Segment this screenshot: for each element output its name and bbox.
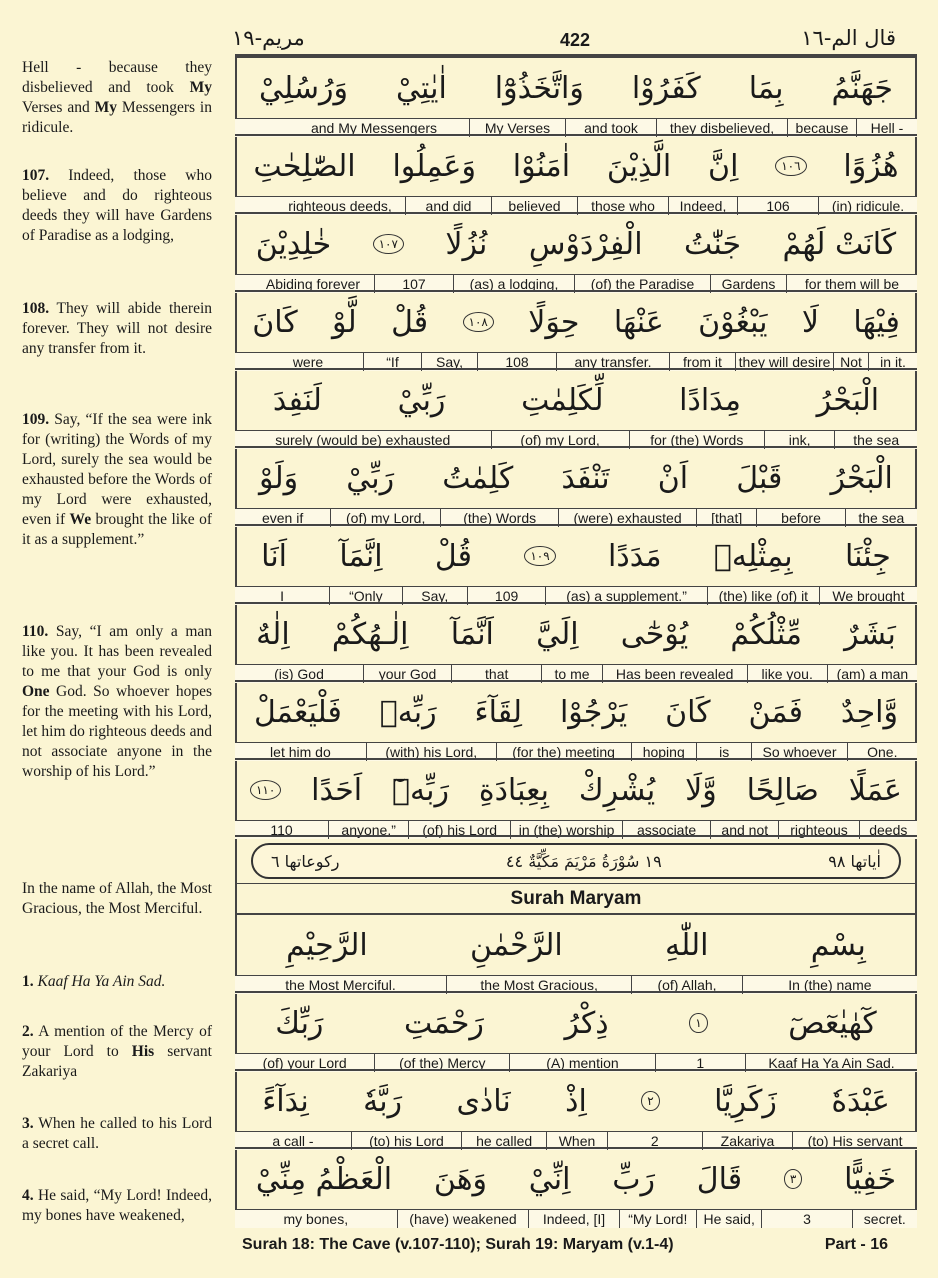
ayah-marker-icon: ١١٠ — [250, 780, 281, 800]
gloss-cell: to me — [541, 665, 601, 683]
arabic-word: الْبَحْرُ — [830, 460, 893, 496]
arabic-word: الصّٰلِحٰتِ — [253, 148, 356, 184]
arabic-word: اِلٰـهُكُمْ — [331, 616, 409, 652]
arabic-word: الرَّحْمٰنِ — [469, 927, 563, 963]
verse-row — [235, 212, 917, 293]
arabic-word: الَّذِيْنَ — [606, 148, 672, 184]
gloss-cell: (of the) Mercy — [374, 1054, 509, 1072]
arabic-word: قُلْ — [434, 538, 472, 574]
footer-reference: Surah 18: The Cave (v.107-110); Surah 19: Maryam (v.1-4) — [242, 1236, 674, 1253]
gloss-cell: hoping — [631, 743, 696, 761]
verse-row — [235, 758, 917, 839]
gloss-cell: secret. — [852, 1210, 917, 1228]
gloss-cell: “If — [363, 353, 421, 371]
arabic-line — [235, 368, 917, 430]
arabic-word: وَّلَا — [685, 772, 717, 808]
arabic-word: اِذْ — [565, 1083, 587, 1119]
arabic-word: مَدَدًا — [608, 538, 662, 574]
arabic-line — [235, 1069, 917, 1131]
arabic-line — [235, 991, 917, 1053]
gloss-cell: and took — [565, 119, 656, 137]
gloss-cell: any transfer. — [556, 353, 669, 371]
gloss-cell: My Verses — [469, 119, 565, 137]
gloss-cell: 108 — [477, 353, 556, 371]
gloss-cell: (with) his Lord, — [366, 743, 496, 761]
arabic-word: رَبَّهٗ — [363, 1083, 403, 1119]
gloss-cell: before — [756, 509, 844, 527]
gloss-cell: surely (would be) exhausted — [275, 432, 451, 448]
arabic-word: قَبْلَ — [736, 460, 783, 496]
gloss-cell: (is) God — [274, 666, 324, 682]
verse-row — [235, 56, 917, 137]
gloss-cell: Has been revealed — [602, 665, 747, 683]
arabic-word: مِّثْلُكُمْ — [730, 616, 802, 652]
verse-row — [235, 913, 917, 994]
ayah-marker-icon: ٣ — [784, 1169, 802, 1189]
gloss-cell: One. — [847, 743, 917, 761]
arabic-word: الْعَظْمُ مِنِّيْ — [255, 1161, 393, 1197]
arabic-word: قُلْ — [391, 304, 429, 340]
arabic-word: رَحْمَتِ — [404, 1005, 484, 1041]
gloss-cell: Not — [833, 353, 868, 371]
gloss-cell: Say, — [421, 353, 477, 371]
gloss-cell: 3 — [761, 1210, 851, 1228]
arabic-word: خٰلِدِيْنَ — [255, 226, 332, 262]
surah-title: Surah Maryam — [235, 883, 917, 914]
arabic-word: وَّاحِدٌ — [840, 694, 898, 730]
gloss-cell: (of) Allah, — [631, 976, 742, 994]
translation-paragraph: 110. Say, “I am only a man like you. It has been revealed to me that your God is only One God. So whoever hopes for the meeting with his Lord, let him do righteous deeds and not associate anyone in the worship of his Lord.” — [22, 623, 212, 780]
gloss-cell: your God — [363, 665, 451, 683]
gloss-cell: (of) my Lord, — [491, 431, 629, 449]
gloss-cell: and did — [405, 197, 491, 215]
gloss-cell: a call - — [272, 1133, 314, 1149]
arabic-line — [235, 290, 917, 352]
translation-paragraph: 108. They will abide therein forever. They will not desire any transfer from it. — [22, 300, 212, 357]
gloss-cell: they will desire — [735, 353, 833, 371]
gloss-cell: because — [787, 119, 856, 137]
arabic-word: رَبِّهٖ — [379, 694, 437, 730]
gloss-cell: let him do — [270, 744, 331, 760]
arabic-word: كَانَ — [252, 304, 298, 340]
arabic-word: وَاتَّخَذُوْٓا — [494, 70, 584, 106]
gloss-cell: (of) my Lord, — [330, 509, 440, 527]
arabic-word: رَبِّيْ — [397, 382, 446, 418]
arabic-word: وَلَوْ — [259, 460, 299, 496]
gloss-cell: [that] — [696, 509, 756, 527]
gloss-cell: Zakariya — [702, 1132, 792, 1150]
arabic-word: بَشَرٌ — [844, 616, 896, 652]
gloss-cell: Hell - — [856, 119, 917, 137]
arabic-word: نُزُلًا — [445, 226, 488, 262]
gloss-cell: that — [451, 665, 541, 683]
translation-paragraph: 3. When he called to his Lord a secret call. — [22, 1115, 212, 1152]
arabic-word: ذِكْرُ — [564, 1005, 609, 1041]
gloss-cell: (am) a man — [827, 665, 917, 683]
arabic-word: مِدَادًا — [679, 382, 742, 418]
translation-paragraph: 109. Say, “If the sea were ink for (writing) the Words of my Lord, surely the sea would be exhausted before the Words of my Lord were exhausted, even if We brought the like of it as a supplement.” — [22, 411, 213, 548]
arabic-word: يُشْرِكْ — [578, 772, 656, 808]
gloss-cell: (A) mention — [509, 1054, 654, 1072]
arabic-line — [235, 913, 917, 975]
arabic-word: هُزُوًا — [843, 148, 899, 184]
gloss-cell: ink, — [764, 431, 835, 449]
gloss-cell: deeds — [859, 821, 917, 839]
gloss-cell: and not — [710, 821, 778, 839]
arabic-word: عَبْدَهٗ — [831, 1083, 890, 1119]
arabic-word: لَا — [801, 304, 820, 340]
gloss-cell: (to) his Lord — [351, 1132, 461, 1150]
gloss-cell: So whoever — [751, 743, 846, 761]
ayah-marker-icon: ١٠٦ — [775, 156, 806, 176]
arabic-word: زَكَرِيَّا — [714, 1083, 777, 1119]
arabic-word: اٰمَنُوْا — [512, 148, 571, 184]
gloss-cell: the Most Merciful. — [285, 977, 396, 993]
arabic-word: بِمِثْلِهٖ — [713, 538, 793, 574]
gloss-cell: righteous deeds, — [288, 198, 392, 214]
gloss-cell: (the) like (of) it — [707, 587, 819, 605]
arabic-word: بِعِبَادَةِ — [478, 772, 549, 808]
ayah-marker-icon: ١٠٩ — [524, 546, 555, 566]
arabic-word: اِلٰهٌ — [256, 616, 290, 652]
gloss-cell: When — [546, 1132, 606, 1150]
ayah-marker-icon: ٢ — [641, 1091, 659, 1111]
arabic-word: جَهَنَّمُ — [831, 70, 893, 106]
arabic-word: كَفَرُوْا — [631, 70, 701, 106]
arabic-word: يَرْجُوْا — [559, 694, 628, 730]
verse-row — [235, 1069, 917, 1150]
arabic-word: وَعَمِلُوا — [392, 148, 476, 184]
arabic-word: وَهَنَ — [433, 1161, 488, 1197]
verse-row — [235, 446, 917, 527]
footer-part: Part - 16 — [824, 1236, 888, 1253]
arabic-word: خَفِيًّا — [844, 1161, 897, 1197]
arabic-line — [235, 56, 917, 118]
gloss-cell: like you. — [747, 665, 827, 683]
arabic-word: الرَّحِيْمِ — [286, 927, 368, 963]
gloss-cell: 2 — [607, 1132, 702, 1150]
arabic-word: اِلَيَّ — [536, 616, 579, 652]
arabic-word: اِنَّمَآ — [339, 538, 383, 574]
ayah-marker-icon: ١٠٧ — [373, 234, 404, 254]
arabic-word: لِّكَلِمٰتِ — [521, 382, 604, 418]
translation-paragraph: 2. A mention of the Mercy of your Lord to His servant Zakariya — [22, 1023, 212, 1080]
gloss-cell: (as) a lodging, — [453, 275, 574, 293]
arabic-word: رَبِّ — [612, 1161, 656, 1197]
gloss-cell: is — [696, 743, 752, 761]
arabic-line — [235, 446, 917, 508]
banner-ruku-count: ركوعاتها ٦ — [271, 851, 340, 871]
gloss-cell: Kaaf Ha Ya Ain Sad. — [745, 1054, 917, 1072]
translation-paragraph: 107. Indeed, those who believe and do righteous deeds they will have Gardens of Paradise as a lodging, — [22, 167, 212, 244]
gloss-cell: “Only — [329, 587, 401, 605]
gloss-cell: 109 — [467, 587, 545, 605]
verse-row — [235, 134, 917, 215]
gloss-cell: (of) your Lord — [262, 1055, 347, 1071]
translation-paragraph: 1. Kaaf Ha Ya Ain Sad. — [22, 973, 166, 990]
gloss-cell: Indeed, [I] — [528, 1210, 618, 1228]
arabic-word: الْفِرْدَوْسِ — [528, 226, 643, 262]
gloss-cell: I — [280, 588, 285, 604]
gloss-cell: 1 — [655, 1054, 745, 1072]
arabic-word: لَّوْ — [332, 304, 357, 340]
arabic-word: كَانَتْ لَهُمْ — [782, 226, 897, 262]
arabic-word: يُوْحٰٓى — [620, 616, 689, 652]
surah-header-arabic: مريم-١٩ — [232, 26, 305, 50]
gloss-cell: (for the) meeting — [496, 743, 631, 761]
part-header-arabic: قال الم-١٦ — [801, 26, 896, 50]
arabic-word: اِنَّ — [708, 148, 739, 184]
arabic-line — [235, 1147, 917, 1209]
gloss-cell: the sea — [834, 431, 917, 449]
gloss-cell: anyone.” — [328, 821, 408, 839]
banner-surah-name: ١٩ سُوْرَةُ مَرْيَمَ مَكِّيَّةٌ ٤٤ — [505, 851, 662, 871]
gloss-cell: the sea — [845, 509, 917, 527]
gloss-cell: He said, — [696, 1210, 761, 1228]
gloss-cell: (the) Words — [440, 509, 558, 527]
gloss-cell: Gardens — [710, 275, 786, 293]
gloss-cell: 107 — [374, 275, 453, 293]
gloss-cell: (have) weakened — [397, 1210, 529, 1228]
gloss-cell: Say, — [402, 587, 467, 605]
arabic-word: لَنَفِدَ — [272, 382, 322, 418]
gloss-cell: in it. — [868, 353, 917, 371]
arabic-word: اَنَا — [261, 538, 287, 574]
arabic-word: تَنْفَدَ — [561, 460, 610, 496]
gloss-cell: (as) a supplement.” — [545, 587, 707, 605]
english-gloss-line — [235, 1209, 917, 1228]
gloss-cell: (were) exhausted — [558, 509, 696, 527]
arabic-word: جَنّٰتُ — [683, 226, 742, 262]
gloss-cell: (of) his Lord — [408, 821, 510, 839]
gloss-cell: for them will be — [786, 275, 917, 293]
translation-paragraph: 4. He said, “My Lord! Indeed, my bones have weakened, — [22, 1187, 212, 1224]
arabic-word: فَمَنْ — [748, 694, 803, 730]
arabic-word: كٓهٰيٰعٓصٓ — [788, 1005, 877, 1041]
gloss-cell: Indeed, — [668, 197, 737, 215]
verse-row — [235, 290, 917, 371]
verse-row — [235, 368, 917, 449]
gloss-cell: associate — [622, 821, 710, 839]
gloss-cell: even if — [261, 510, 304, 526]
ayah-marker-icon: ١٠٨ — [463, 312, 494, 332]
gloss-cell: (of) the Paradise — [574, 275, 710, 293]
arabic-word: جِئْنَا — [845, 538, 891, 574]
arabic-word: عَنْهَا — [613, 304, 664, 340]
gloss-cell: “My Lord! — [619, 1210, 696, 1228]
arabic-word: اللّٰهِ — [665, 927, 709, 963]
arabic-word: رَبِّهٖٓ — [392, 772, 449, 808]
arabic-word: اَنَّمَآ — [450, 616, 494, 652]
arabic-word: رَبِّيْ — [346, 460, 395, 496]
arabic-word: اَنْ — [657, 460, 689, 496]
arabic-word: نَادٰى — [456, 1083, 511, 1119]
gloss-cell: those who — [577, 197, 668, 215]
arabic-word: صَالِحًا — [746, 772, 819, 808]
gloss-cell: 110 — [270, 822, 293, 838]
arabic-line — [235, 602, 917, 664]
gloss-cell: righteous — [778, 821, 858, 839]
gloss-cell: the Most Gracious, — [446, 976, 631, 994]
arabic-word: اَحَدًا — [311, 772, 363, 808]
surah-banner — [235, 835, 917, 885]
ayah-marker-icon: ١ — [689, 1013, 707, 1033]
arabic-word: حِوَلًا — [528, 304, 580, 340]
arabic-line — [235, 134, 917, 196]
arabic-word: يَبْغُوْنَ — [698, 304, 768, 340]
gloss-cell: he called — [461, 1132, 546, 1150]
translation-paragraph: In the name of Allah, the Most Gracious, the Most Merciful. — [22, 880, 212, 917]
gloss-cell: and My Messengers — [310, 120, 438, 136]
gloss-cell: from it — [669, 353, 735, 371]
arabic-word: فَلْيَعْمَلْ — [253, 694, 342, 730]
arabic-word: بِمَا — [748, 70, 784, 106]
arabic-word: قَالَ — [696, 1161, 743, 1197]
arabic-word: نِدَآءً — [262, 1083, 309, 1119]
gloss-cell: they disbelieved, — [656, 119, 787, 137]
gloss-cell: (in) ridicule. — [818, 197, 917, 215]
arabic-word: رَبِّكَ — [275, 1005, 324, 1041]
arabic-word: كَانَ — [665, 694, 711, 730]
gloss-cell: (to) His servant — [792, 1132, 917, 1150]
arabic-word: كَلِمٰتُ — [442, 460, 514, 496]
arabic-word: بِسْمِ — [810, 927, 866, 963]
arabic-word: لِقَآءَ — [474, 694, 523, 730]
gloss-cell: 106 — [737, 197, 818, 215]
arabic-word: اٰيٰتِيْ — [396, 70, 447, 106]
arabic-word: عَمَلًا — [848, 772, 902, 808]
gloss-cell: my bones, — [283, 1211, 349, 1227]
gloss-cell: were — [292, 354, 324, 370]
verse-row — [235, 1147, 917, 1228]
banner-ayah-count: اٰياتها ٩٨ — [828, 851, 881, 871]
gloss-cell: In (the) name — [742, 976, 917, 994]
verse-row — [235, 602, 917, 683]
gloss-cell: for (the) Words — [629, 431, 764, 449]
arabic-word: الْبَحْرُ — [816, 382, 880, 418]
arabic-line — [235, 212, 917, 274]
arabic-word: فِيْهَا — [853, 304, 900, 340]
verse-row — [235, 524, 917, 605]
arabic-word: اِنِّيْ — [528, 1161, 571, 1197]
translation-paragraph: Hell - because they disbelieved and took My Verses and My Messengers in ridicule. — [22, 59, 212, 136]
gloss-cell: Abiding forever — [265, 276, 361, 292]
gloss-cell: in (the) worship — [510, 821, 622, 839]
arabic-word: وَرُسُلِيْ — [258, 70, 349, 106]
gloss-cell: believed — [491, 197, 577, 215]
arabic-line — [235, 524, 917, 586]
arabic-line — [235, 680, 917, 742]
arabic-line — [235, 758, 917, 820]
verse-row — [235, 991, 917, 1072]
verse-row — [235, 680, 917, 761]
gloss-cell: We brought — [819, 587, 917, 605]
page-number: 422 — [559, 30, 591, 50]
